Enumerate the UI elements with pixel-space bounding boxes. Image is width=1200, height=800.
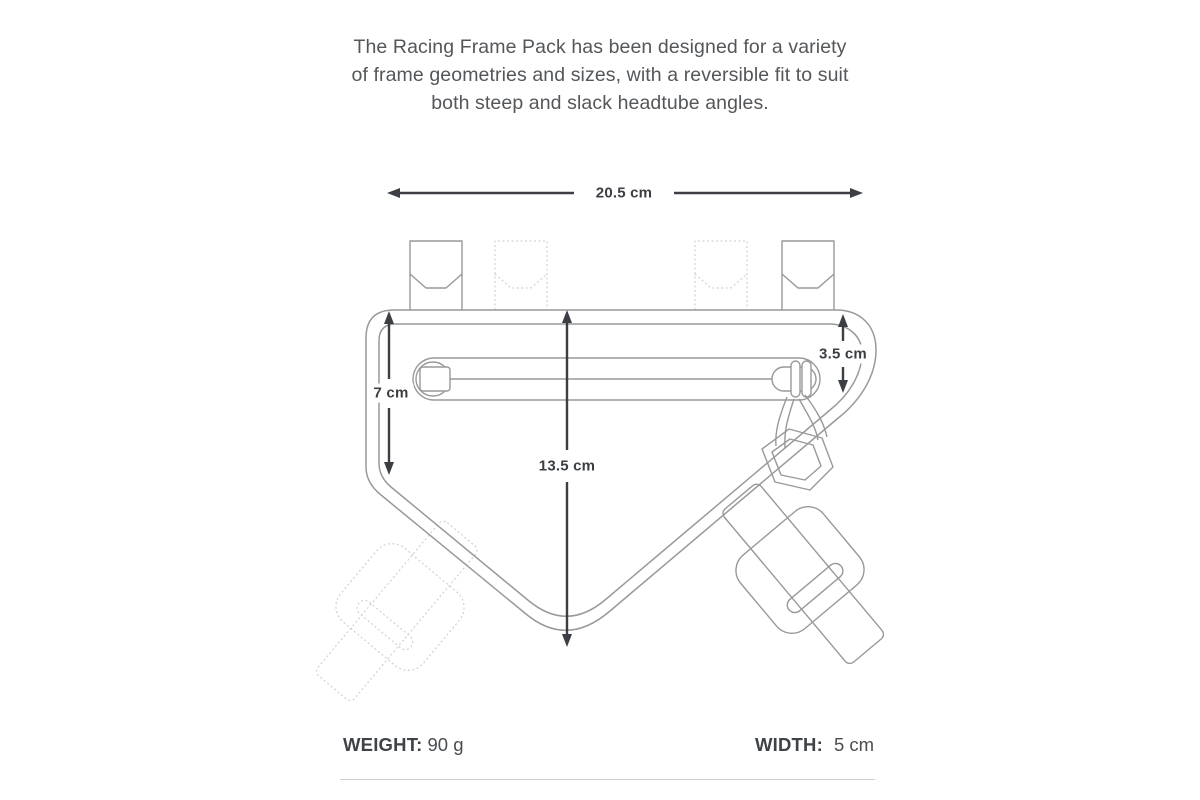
- dimension-label-max-height: 13.5 cm: [534, 457, 600, 476]
- intro-line: of frame geometries and sizes, with a reversible fit to suit: [351, 64, 849, 86]
- spec-width-label: WIDTH:: [755, 734, 823, 755]
- dimension-label-rear-height: 3.5 cm: [814, 345, 872, 364]
- intro-line: both steep and slack headtube angles.: [431, 92, 769, 114]
- ghost-buckle-strap: [291, 500, 502, 723]
- arrow-max-height: [562, 310, 572, 647]
- section-divider: [340, 779, 875, 780]
- zipper-pull: [762, 395, 833, 490]
- dimension-arrows: [384, 188, 863, 647]
- intro-line: The Racing Frame Pack has been designed for a variety: [353, 36, 847, 58]
- spec-weight-value: 90 g: [427, 734, 464, 755]
- spec-weight: [343, 734, 464, 756]
- spec-weight-label: WEIGHT:: [343, 734, 423, 755]
- spec-width: [755, 734, 874, 756]
- dimension-label-top-width: 20.5 cm: [591, 184, 657, 203]
- zipper: [413, 358, 820, 400]
- top-straps: [410, 241, 834, 310]
- dimension-label-front-height: 7 cm: [369, 384, 414, 403]
- spec-width-value: 5 cm: [833, 734, 875, 755]
- ghost-strap-top: [495, 241, 747, 310]
